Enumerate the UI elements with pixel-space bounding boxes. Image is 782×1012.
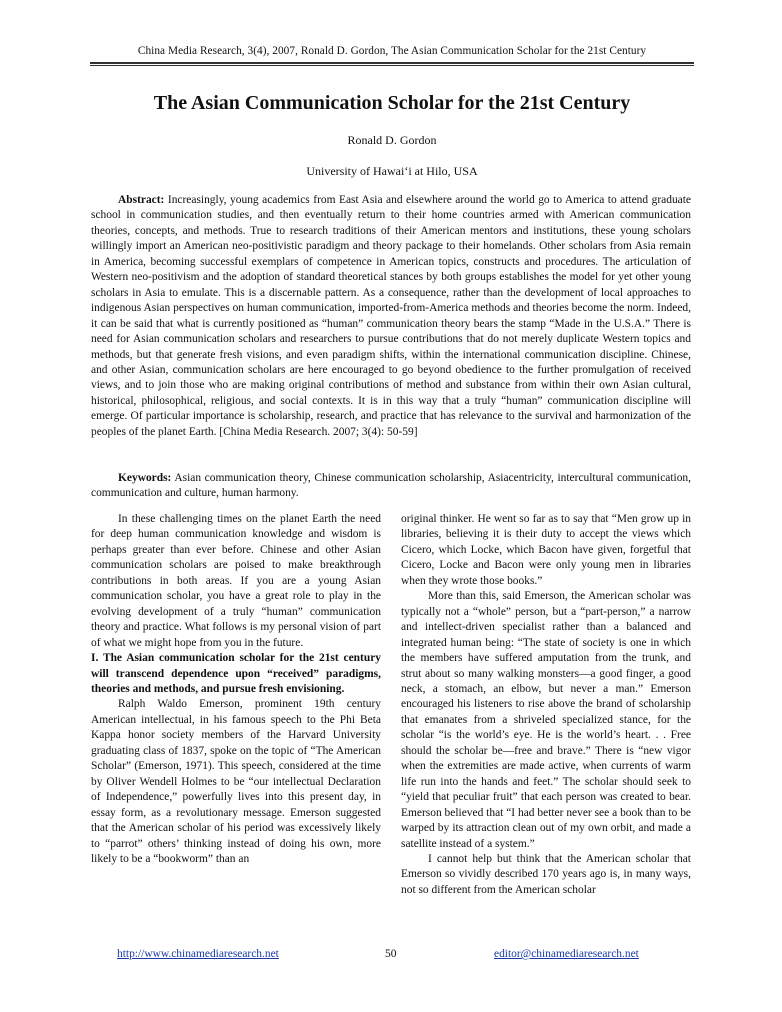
body-paragraph: I cannot help but think that the American scholar that Emerson so vividly described 170 years ago is, in many ways, not so different from the American scholar	[401, 852, 691, 896]
body-paragraph: Ralph Waldo Emerson, prominent 19th century American intellectual, in his famous speech to the Phi Beta Kappa honor society members of the Harvard University graduating class of 1837, spoke on the topic of “The American Scholar” (Emerson, 1971). This speech, considered at the time by Oliver Wendell Holmes to be “our intellectual Declaration of Independence,” powerfully lives into this present day, in essay form, as a revolutionary message. Emerson suggested that the American scholar of his period was excessively likely to “parrot” others’ thinking instead of doing his own, more likely to be a “bookworm” than an	[91, 698, 381, 865]
email-link[interactable]: editor@chinamediaresearch.net	[494, 948, 639, 960]
keywords-label: Keywords:	[118, 472, 172, 484]
keywords-text: Asian communication theory, Chinese communication scholarship, Asiacentricity, intercultural communication, communication and culture, human harmony.	[91, 472, 692, 500]
abstract-label: Abstract:	[118, 194, 165, 206]
website-link[interactable]: http://www.chinamediaresearch.net	[117, 948, 279, 960]
right-column	[401, 512, 691, 898]
page-number: 50	[385, 948, 397, 960]
abstract	[91, 193, 691, 440]
left-column	[91, 512, 381, 867]
body-paragraph: original thinker. He went so far as to say that “Men grow up in libraries, believing it is their duty to accept the views which Cicero, which Locke, which Bacon have given, forgetful that Cicero, Locke and Bacon were only young men in libraries when they wrote those books.”	[401, 513, 691, 587]
running-head: China Media Research, 3(4), 2007, Ronald D. Gordon, The Asian Communication Scholar for the 21st Century	[137, 45, 647, 57]
footer-website[interactable]	[117, 948, 279, 960]
header-rule	[90, 62, 694, 66]
author-name: Ronald D. Gordon	[347, 133, 437, 147]
author-affiliation: University of Hawai‘i at Hilo, USA	[306, 164, 478, 178]
intro-paragraph: In these challenging times on the planet Earth the need for deep human communication knowledge and wisdom is perhaps greater than ever before. Chinese and other Asian communication scholars are poised to make breakthrough contributions in both areas. If you are a young Asian communication scholar, you have a great role to play in the evolving development of a truly “human” communication theory and practice. What follows is my personal vision of part of what we might hope from you in the future.	[91, 513, 381, 649]
section-heading: I. The Asian communication scholar for the 21st century will transcend dependence upon “received” paradigms, theories and methods, and pursue fresh envisioning.	[91, 652, 381, 695]
abstract-text: Increasingly, young academics from East Asia and elsewhere around the world go to America to attend graduate school in communication studies, and then eventually return to their home countries armed with American communication theories, concepts, and methods. True to research traditions of their American mentors and institutions, these young scholars willingly import an American neo-positivistic paradigm and theory package to their homelands. Other scholars from Asia remain in America, becoming successful exemplars of competence in American topics, constructs and procedures. The articulation of Western neo-positivism and the adoption of standard theoretical stances by both groups establishes the model for yet other young scholars in Asia to emulate. This is a discernable pattern. As a consequence, rather than the development of local approaches to indigenous Asian perspectives on human communication, imported-from-America methods and theories become the norm. Indeed, it can be said that what is currently positioned as “human” communication theory bears the stamp “Made in the U.S.A.” There is need for Asian communication scholars and researchers to pursue contributions that do not merely duplicate Western topics and methods, but that generate fresh visions, and even paradigm shifts, within the international communication discipline. Chinese, and other Asian, communication scholars are here encouraged to go beyond obedience to the further promulgation of received views, and to join those who are making original contributions of method and substance from within their own Asian cultural, historical, philosophical, religious, and social contexts. It is in this way that a truly “human” communication discipline will emerge. Of particular importance is scholarship, research, and practice that has relevance to the survival and harmonization of the peoples of the planet Earth. [China Media Research. 2007; 3(4): 50-59]	[91, 194, 691, 438]
footer-email[interactable]	[494, 948, 639, 960]
body-paragraph: More than this, said Emerson, the American scholar was typically not a “whole” person, but a “part-person,” a narrow and intellect-driven specialist rather than a balanced and integrated human being: “The state of society is one in which the members have suffered amputation from the trunk, and strut about so many walking monsters—a good finger, a good neck, a stomach, an elbow, but never a man.” Emerson encouraged his listeners to rise above the brand of scholarship that emanates from a shriveled specialized stance, for the scholar “is the world’s eye. He is the world’s heart. . . Free should the scholar be—free and brave.” There is “new vigor when the extremities are made active, when currents of warm life run into the hands and feet.” The scholar should seek to “yield that peculiar fruit” that each person was created to bear. Emerson believed that “I had better never see a book than to be warped by its attraction clean out of my own orbit, and made a satellite instead of a system.”	[401, 590, 691, 850]
keywords	[91, 471, 691, 502]
article-title: The Asian Communication Scholar for the 21st Century	[153, 92, 631, 114]
